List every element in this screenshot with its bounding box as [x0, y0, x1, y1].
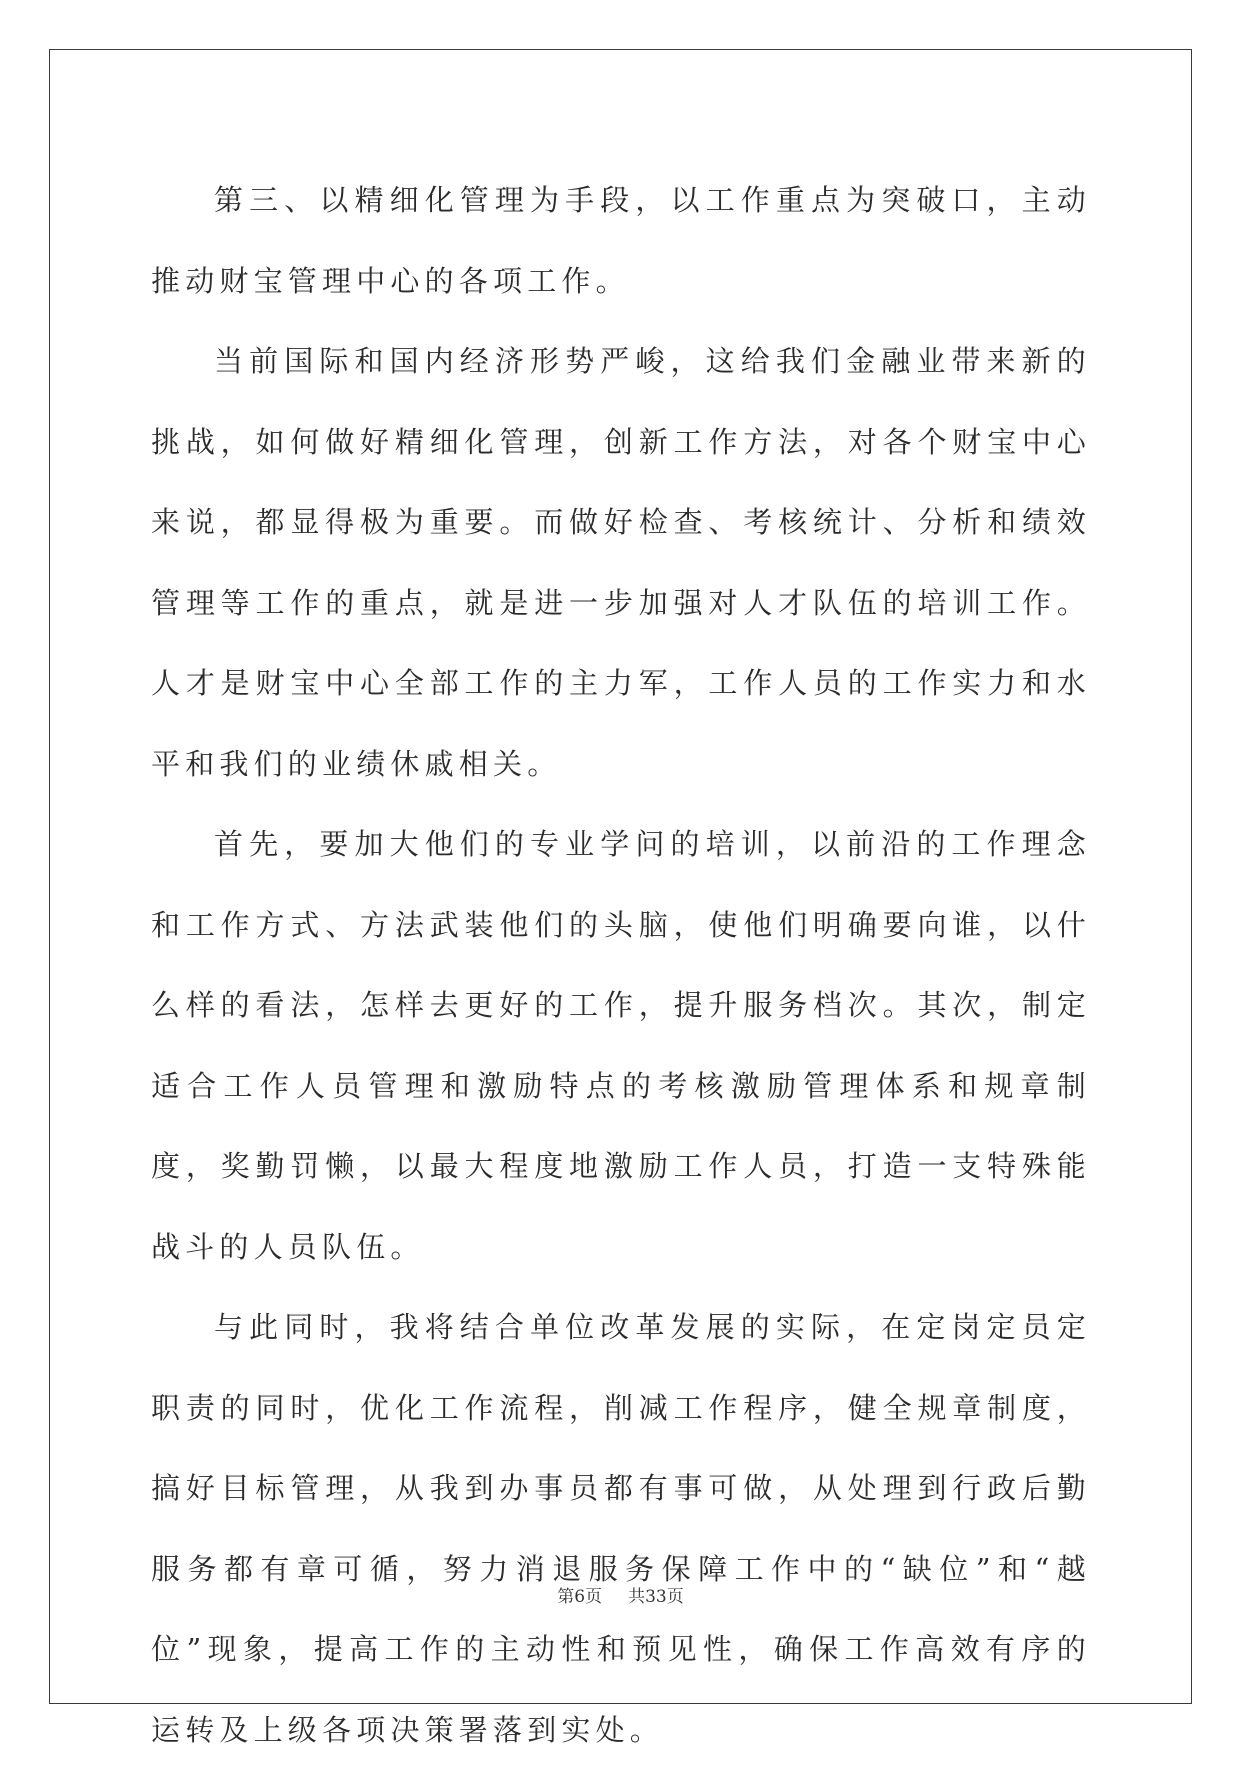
paragraph-3: 首先，要加大他们的专业学问的培训，以前沿的工作理念和工作方式、方法武装他们的头脑，使他们明确要向谁，以什么样的看法，怎样去更好的工作，提升服务档次。其次，制定适合工作人员管理和激励特点的考核激励管理体系和规章制度，奖勤罚懒，以最大程度地激励工作人员，打造一支特殊能战斗的人员队伍。 — [151, 827, 1091, 1264]
total-page-count: 共33页 — [628, 1587, 684, 1607]
page-footer — [0, 1582, 1241, 1607]
current-page-number: 第6页 — [557, 1587, 603, 1607]
paragraph-4: 与此同时，我将结合单位改革发展的实际，在定岗定员定职责的同时，优化工作流程，削减工作程序，健全规章制度，搞好目标管理，从我到办事员都有事可做，从处理到行政后勤服务都有章可循，努力消退服务保障工作中的“缺位”和“越位”现象，提高工作的主动性和预见性，确保工作高效有序的运转及上级各项决策署落到实处。 — [151, 1310, 1091, 1747]
paragraph-2: 当前国际和国内经济形势严峻，这给我们金融业带来新的挑战，如何做好精细化管理，创新工作方法，对各个财宝中心来说，都显得极为重要。而做好检查、考核统计、分析和绩效管理等工作的重点，就是进一步加强对人才队伍的培训工作。人才是财宝中心全部工作的主力军，工作人员的工作实力和水平和我们的业绩休戚相关。 — [151, 344, 1091, 781]
paragraph-1: 第三、以精细化管理为手段，以工作重点为突破口，主动推动财宝管理中心的各项工作。 — [151, 183, 1091, 298]
document-body — [151, 160, 1091, 1770]
